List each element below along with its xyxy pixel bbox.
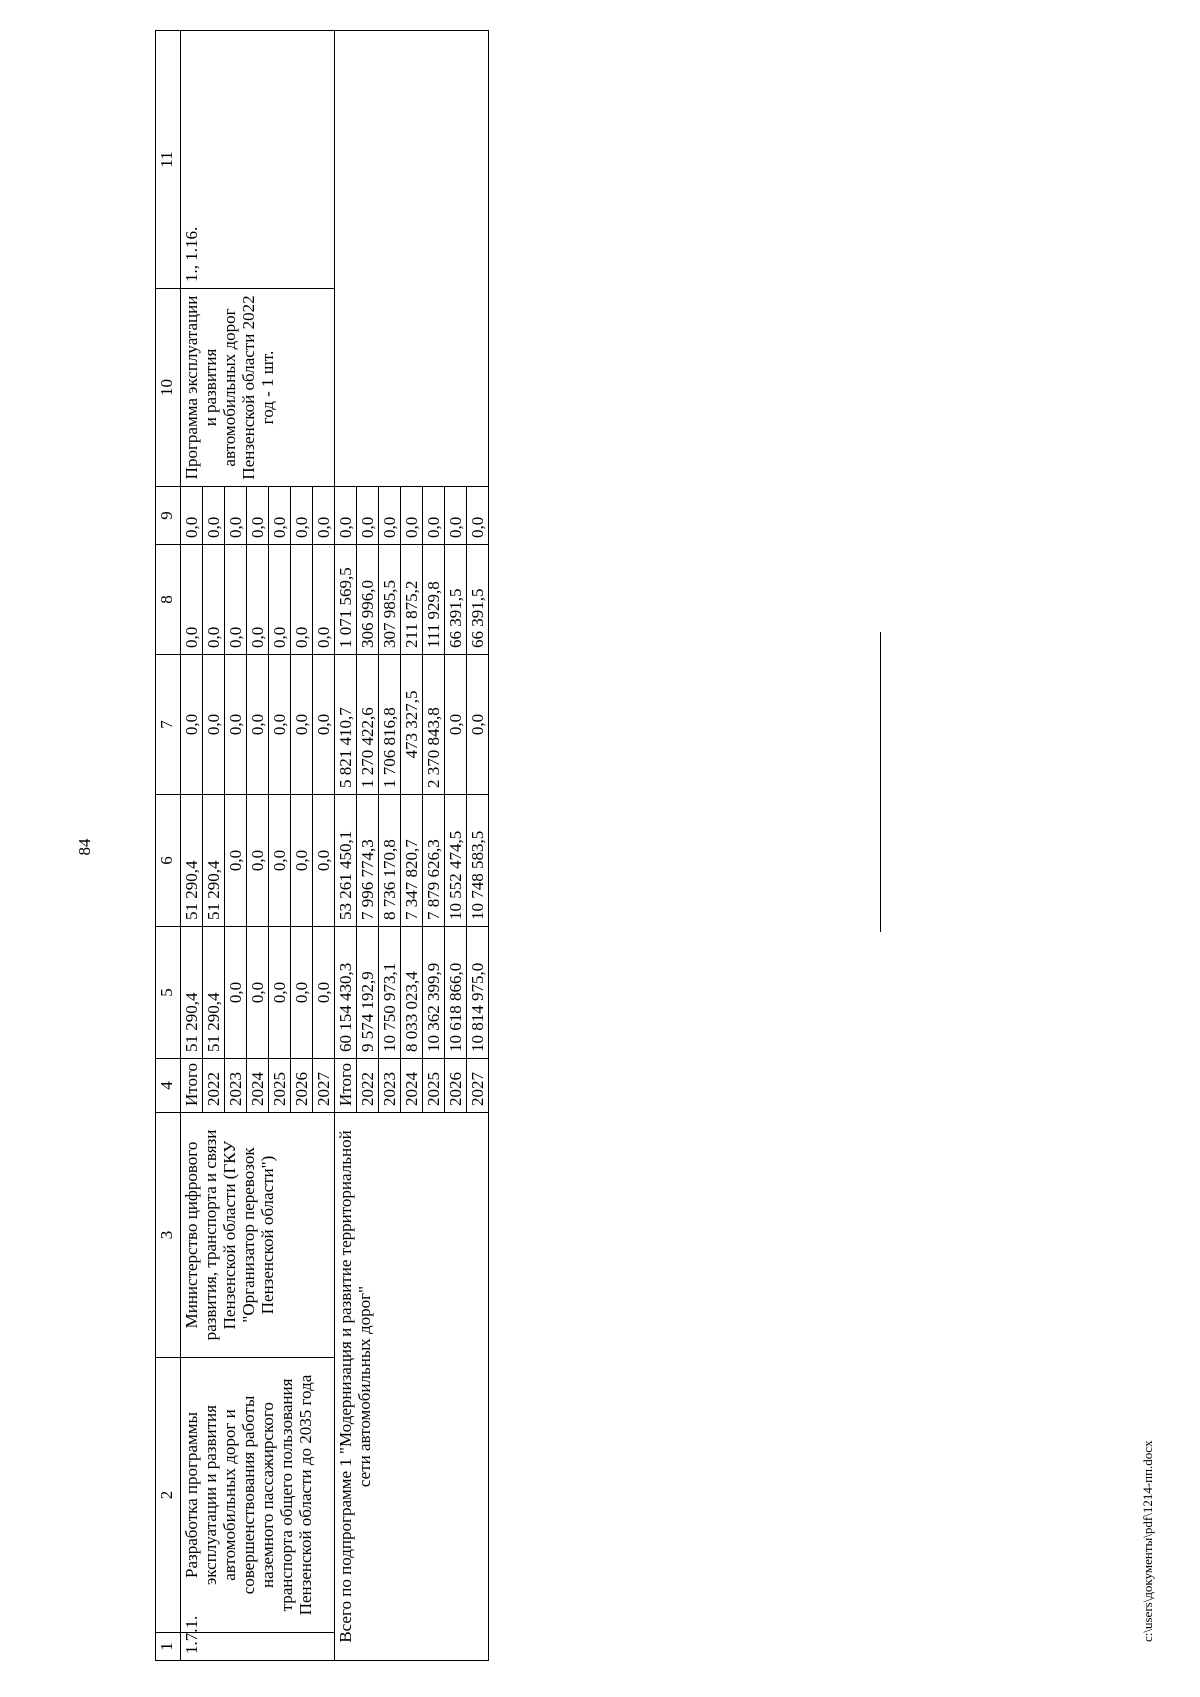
value-cell: 111 929,8 [423, 545, 445, 655]
value-cell: 0,0 [291, 487, 313, 545]
value-cell: 1 071 569,5 [335, 545, 357, 655]
year-cell: 2025 [423, 1059, 445, 1113]
value-cell: 0,0 [423, 487, 445, 545]
value-cell: 9 574 192,9 [357, 927, 379, 1059]
col-header: 5 [156, 927, 181, 1059]
value-cell: 473 327,5 [401, 655, 423, 795]
value-cell: 53 261 450,1 [335, 795, 357, 927]
value-cell: 0,0 [313, 545, 335, 655]
value-cell: 0,0 [225, 927, 247, 1059]
value-cell: 66 391,5 [445, 545, 467, 655]
year-cell: 2024 [401, 1059, 423, 1113]
value-cell: 66 391,5 [467, 545, 489, 655]
col-header: 8 [156, 545, 181, 655]
value-cell: 7 996 774,3 [357, 795, 379, 927]
value-cell: 0,0 [357, 487, 379, 545]
value-cell: 2 370 843,8 [423, 655, 445, 795]
col-header: 10 [156, 289, 181, 487]
col-header: 3 [156, 1113, 181, 1358]
page-number: 84 [75, 838, 94, 856]
value-cell: 0,0 [181, 655, 203, 795]
value-cell: 307 985,5 [379, 545, 401, 655]
value-cell: 0,0 [313, 487, 335, 545]
col-header: 1 [156, 1633, 181, 1661]
item-name: Разработка программы эксплуатации и развития автомобильных дорог и совершенствования работы наземного пассажирского транспорта общего пользования Пензенской области до 2035 года [181, 1358, 335, 1633]
value-cell: 8 736 170,8 [379, 795, 401, 927]
empty-cell [335, 31, 489, 487]
col-header: 11 [156, 31, 181, 289]
value-cell: 0,0 [247, 487, 269, 545]
value-cell: 0,0 [291, 795, 313, 927]
year-cell: 2027 [467, 1059, 489, 1113]
value-cell: 0,0 [203, 545, 225, 655]
value-cell: 0,0 [467, 655, 489, 795]
year-cell: 2023 [379, 1059, 401, 1113]
value-cell: 10 552 474,5 [445, 795, 467, 927]
value-cell: 0,0 [203, 655, 225, 795]
item-result: Программа эксплуатации и развития автомобильных дорог Пензенской области 2022 год - 1 шт. [181, 289, 335, 487]
value-cell: 0,0 [269, 927, 291, 1059]
year-cell: 2022 [203, 1059, 225, 1113]
value-cell: 0,0 [225, 655, 247, 795]
value-cell: 0,0 [269, 795, 291, 927]
value-cell: 0,0 [247, 545, 269, 655]
value-cell: 60 154 430,3 [335, 927, 357, 1059]
table-row [181, 31, 203, 1661]
year-cell: 2023 [225, 1059, 247, 1113]
value-cell: 7 347 820,7 [401, 795, 423, 927]
value-cell: 0,0 [181, 487, 203, 545]
value-cell: 0,0 [225, 545, 247, 655]
value-cell: 0,0 [291, 545, 313, 655]
value-cell: 0,0 [313, 655, 335, 795]
value-cell: 0,0 [225, 487, 247, 545]
year-cell: 2022 [357, 1059, 379, 1113]
value-cell: 5 821 410,7 [335, 655, 357, 795]
value-cell: 10 750 973,1 [379, 927, 401, 1059]
value-cell: 7 879 626,3 [423, 795, 445, 927]
value-cell: 0,0 [291, 927, 313, 1059]
footer-file-path: c:\users\документы\pdf\1214-пп.docx [1140, 1440, 1155, 1642]
value-cell: 0,0 [313, 795, 335, 927]
col-header: 7 [156, 655, 181, 795]
value-cell: 1 270 422,6 [357, 655, 379, 795]
value-cell: 10 362 399,9 [423, 927, 445, 1059]
value-cell: 0,0 [247, 795, 269, 927]
value-cell: 0,0 [445, 487, 467, 545]
program-table-wrapper [155, 31, 489, 1661]
value-cell: 10 748 583,5 [467, 795, 489, 927]
value-cell: 0,0 [269, 655, 291, 795]
value-cell: 306 996,0 [357, 545, 379, 655]
value-cell: 1 706 816,8 [379, 655, 401, 795]
value-cell: 0,0 [467, 487, 489, 545]
subprogram-total-label: Всего по подпрограмме 1 "Модернизация и развитие территориальной сети автомобильных дорог" [335, 1113, 489, 1661]
year-cell: 2025 [269, 1059, 291, 1113]
col-header: 9 [156, 487, 181, 545]
year-cell: 2024 [247, 1059, 269, 1113]
value-cell: 0,0 [247, 655, 269, 795]
year-cell: 2026 [445, 1059, 467, 1113]
value-cell: 10 618 866,0 [445, 927, 467, 1059]
col-header: 4 [156, 1059, 181, 1113]
year-cell: 2026 [291, 1059, 313, 1113]
value-cell: 0,0 [269, 487, 291, 545]
header-row [156, 31, 181, 1661]
col-header: 6 [156, 795, 181, 927]
value-cell: 0,0 [269, 545, 291, 655]
table-row [335, 31, 357, 1661]
col-header: 2 [156, 1358, 181, 1633]
value-cell: 0,0 [291, 655, 313, 795]
value-cell: 0,0 [335, 487, 357, 545]
item-target: 1., 1.16. [181, 31, 335, 289]
value-cell: 51 290,4 [203, 795, 225, 927]
value-cell: 0,0 [401, 487, 423, 545]
value-cell: 10 814 975,0 [467, 927, 489, 1059]
item-executor: Министерство цифрового развития, транспорта и связи Пензенской области (ГКУ "Организатор перевозок Пензенской области") [181, 1113, 335, 1358]
value-cell: 0,0 [247, 927, 269, 1059]
end-divider-line [880, 632, 881, 932]
value-cell: 0,0 [313, 927, 335, 1059]
value-cell: 0,0 [445, 655, 467, 795]
value-cell: 211 875,2 [401, 545, 423, 655]
value-cell: 51 290,4 [181, 795, 203, 927]
year-cell: Итого [181, 1059, 203, 1113]
program-table [155, 30, 489, 1661]
value-cell: 51 290,4 [181, 927, 203, 1059]
value-cell: 51 290,4 [203, 927, 225, 1059]
value-cell: 8 033 023,4 [401, 927, 423, 1059]
year-cell: Итого [335, 1059, 357, 1113]
year-cell: 2027 [313, 1059, 335, 1113]
value-cell: 0,0 [203, 487, 225, 545]
item-number: 1.7.1. [181, 1633, 335, 1661]
value-cell: 0,0 [379, 487, 401, 545]
value-cell: 0,0 [225, 795, 247, 927]
value-cell: 0,0 [181, 545, 203, 655]
